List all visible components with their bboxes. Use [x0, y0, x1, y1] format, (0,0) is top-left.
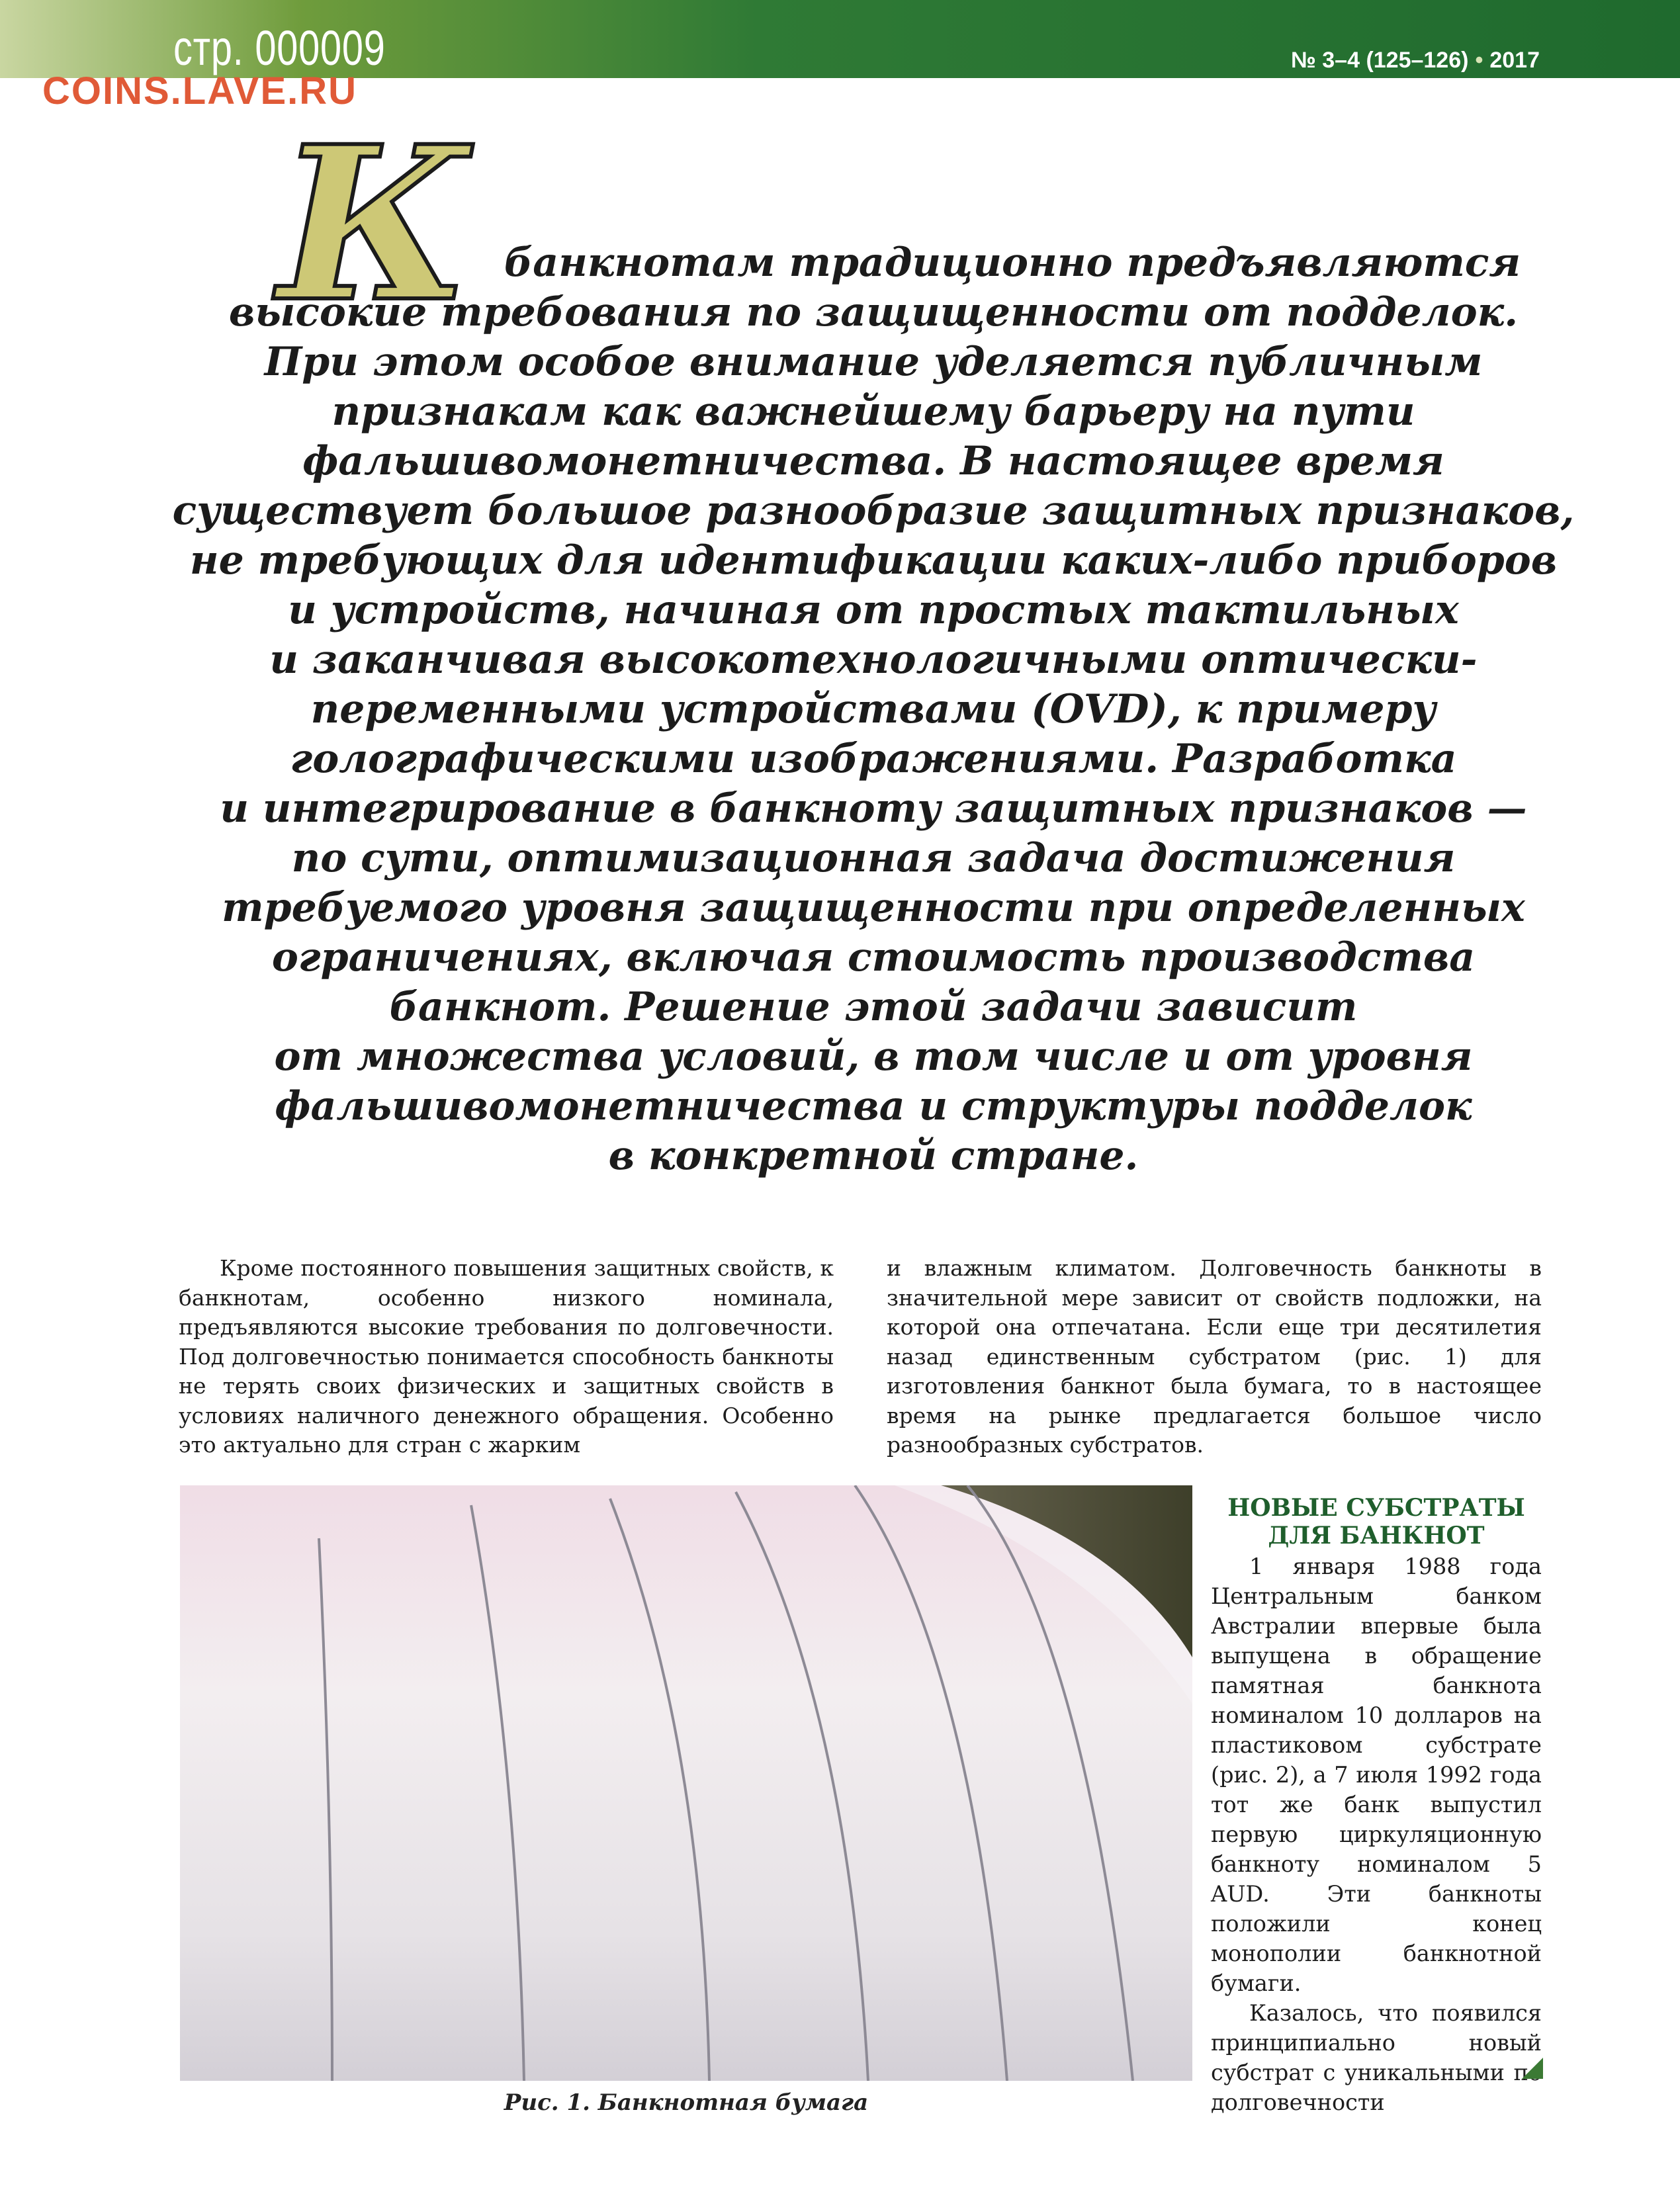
lead-line: и устройств, начиная от простых тактильных	[288, 587, 1459, 633]
sidebar-text	[1211, 1552, 1542, 2117]
lead-line: по сути, оптимизационная задача достижения	[291, 835, 1456, 881]
lead-line: фальшивомонетничества. В настоящее время	[302, 438, 1444, 484]
sidebar-title-line: НОВЫЕ СУБСТРАТЫ	[1227, 1494, 1525, 1522]
lead-line: банкнотам традиционно предъявляются	[504, 240, 1521, 286]
body-column-2: и влажным климатом. Долговечность банкноты в значительной мере зависит от свойств подложки, на которой она отпечатана. Если еще три десятилетия назад единственным субстратом (рис. 1) для изготовления банкнот была бумага, то в настоящее время на рынке предлагается большое число разнообразных субстратов.	[887, 1255, 1542, 1458]
paper-roll-illustration	[180, 1485, 1192, 2081]
continue-arrow-icon	[1522, 2058, 1543, 2079]
lead-line: в конкретной стране.	[608, 1133, 1139, 1179]
lead-line: голографическими изображениями. Разработка	[290, 736, 1457, 782]
lead-line: ограничениях, включая стоимость производства	[271, 934, 1476, 981]
issue-number: № 3–4 (125–126)	[1290, 48, 1469, 73]
lead-line: и заканчивая высокотехнологичными оптически-	[269, 636, 1478, 683]
lead-line: фальшивомонетничества и структуры подделок	[275, 1083, 1472, 1129]
lead-line: от множества условий, в том числе и от уровня	[274, 1033, 1473, 1080]
lead-line: требуемого уровня защищенности при определенных	[222, 885, 1525, 931]
sidebar-title-line: ДЛЯ БАНКНОТ	[1268, 1522, 1485, 1550]
lead-line: существует большое разнообразие защитных признаков,	[172, 488, 1575, 534]
lead-line: переменными устройствами (OVD), к примеру	[310, 686, 1437, 732]
banknote-paper-photo	[180, 1485, 1192, 2081]
drop-cap: К	[278, 101, 471, 349]
lead-line: высокие требования по защищенности от подделок.	[228, 289, 1519, 335]
lead-paragraph	[165, 238, 1581, 1181]
body-column-1: Кроме постоянного повышения защитных свойств, к банкнотам, особенно низкого номинала, предъявляются высокие требования по долговечности. Под долговечностью понимается способность банкноты не терять своих физических и защитных свойств в условиях наличного денежного обращения. Особенно это актуально для стран с жарким	[179, 1255, 834, 1458]
lead-line: не требующих для идентификации каких-либо приборов	[189, 537, 1558, 584]
issue-year: 2017	[1489, 48, 1540, 73]
lead-line: банкнот. Решение этой задачи зависит	[389, 984, 1358, 1030]
page-label: стр. 000009	[173, 21, 386, 75]
lead-line: и интегрирование в банкноту защитных признаков —	[220, 785, 1527, 832]
sidebar-title	[1211, 1494, 1542, 1550]
lead-line: признакам как важнейшему барьеру на пути	[332, 388, 1415, 435]
figure-caption: Рис. 1. Банкнотная бумага	[504, 2089, 869, 2116]
lead-line: При этом особое внимание уделяется публичным	[264, 339, 1483, 385]
sidebar-paragraph: Казалось, что появился принципиально новый субстрат с уникальными по долговечности	[1211, 2000, 1542, 2115]
site-watermark: COINS.LAVE.RU	[42, 69, 358, 112]
issue-separator: •	[1475, 48, 1483, 73]
issue-info	[1291, 48, 1540, 73]
sidebar-paragraph: 1 января 1988 года Центральным банком Австралии впервые была выпущена в обращение памятная банкнота номиналом 10 долларов на пластиковом субстрате (рис. 2), а 7 июля 1992 года тот же банк выпустил первую циркуляционную банкноту номиналом 5 AUD. Эти банкноты положили конец монополии банкнотной бумаги.	[1211, 1553, 1542, 1996]
